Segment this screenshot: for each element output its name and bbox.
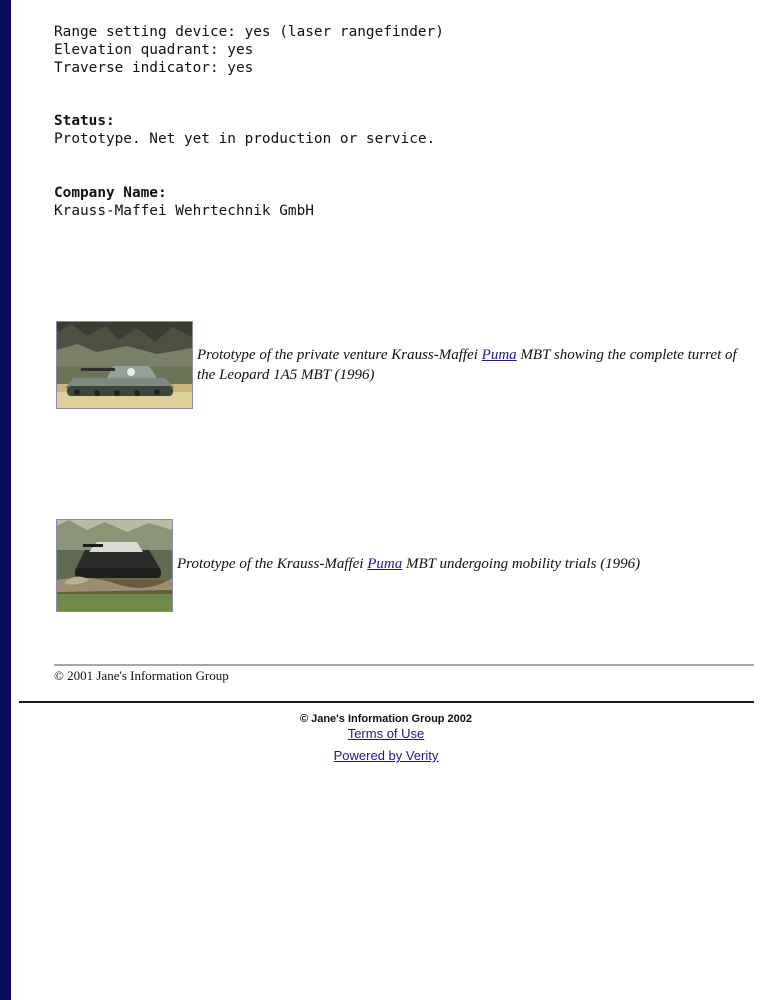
tank-photo-thumbnail-1[interactable] xyxy=(56,321,193,409)
footer-terms-row xyxy=(0,726,772,741)
company-heading xyxy=(54,184,167,202)
company-name: Krauss-Maffei Wehrtechnik GmbH xyxy=(54,203,314,219)
article-divider xyxy=(54,664,754,666)
footer-copyright: © Jane's Information Group 2002 xyxy=(299,713,473,725)
caption-text: Prototype of the Krauss-Maffei xyxy=(177,556,368,572)
caption-text: MBT showing the complete turret of the Leopard 1A5 MBT (1996) xyxy=(197,347,737,383)
footer-divider xyxy=(19,701,754,703)
footer-powered-row xyxy=(0,748,772,763)
spec-elevation: Elevation quadrant: yes xyxy=(54,42,254,58)
figure-caption-1 xyxy=(197,345,757,385)
figure-caption-2 xyxy=(177,554,757,574)
tank-photo-thumbnail-2[interactable] xyxy=(56,519,173,612)
tank-photo-1 xyxy=(57,322,192,408)
powered-by-verity-link[interactable]: Powered by Verity xyxy=(333,748,439,763)
status-text: Prototype. Net yet in production or service. xyxy=(54,131,436,147)
puma-link[interactable]: Puma xyxy=(481,347,517,363)
caption-text: Prototype of the private venture Krauss-Maffei xyxy=(197,347,482,363)
puma-link[interactable]: Puma xyxy=(367,556,403,572)
tank-photo-2 xyxy=(57,520,172,611)
status-heading xyxy=(54,112,115,130)
article-copyright: © 2001 Jane's Information Group xyxy=(54,668,229,683)
terms-of-use-link[interactable]: Terms of Use xyxy=(347,726,425,741)
spec-range-setting: Range setting device: yes (laser rangefinder) xyxy=(54,24,444,40)
spec-traverse: Traverse indicator: yes xyxy=(54,60,254,76)
company-label: Company Name: xyxy=(54,185,167,201)
caption-text: MBT undergoing mobility trials (1996) xyxy=(402,556,641,572)
left-sidebar-bar xyxy=(0,0,11,1000)
status-label: Status: xyxy=(54,113,115,129)
